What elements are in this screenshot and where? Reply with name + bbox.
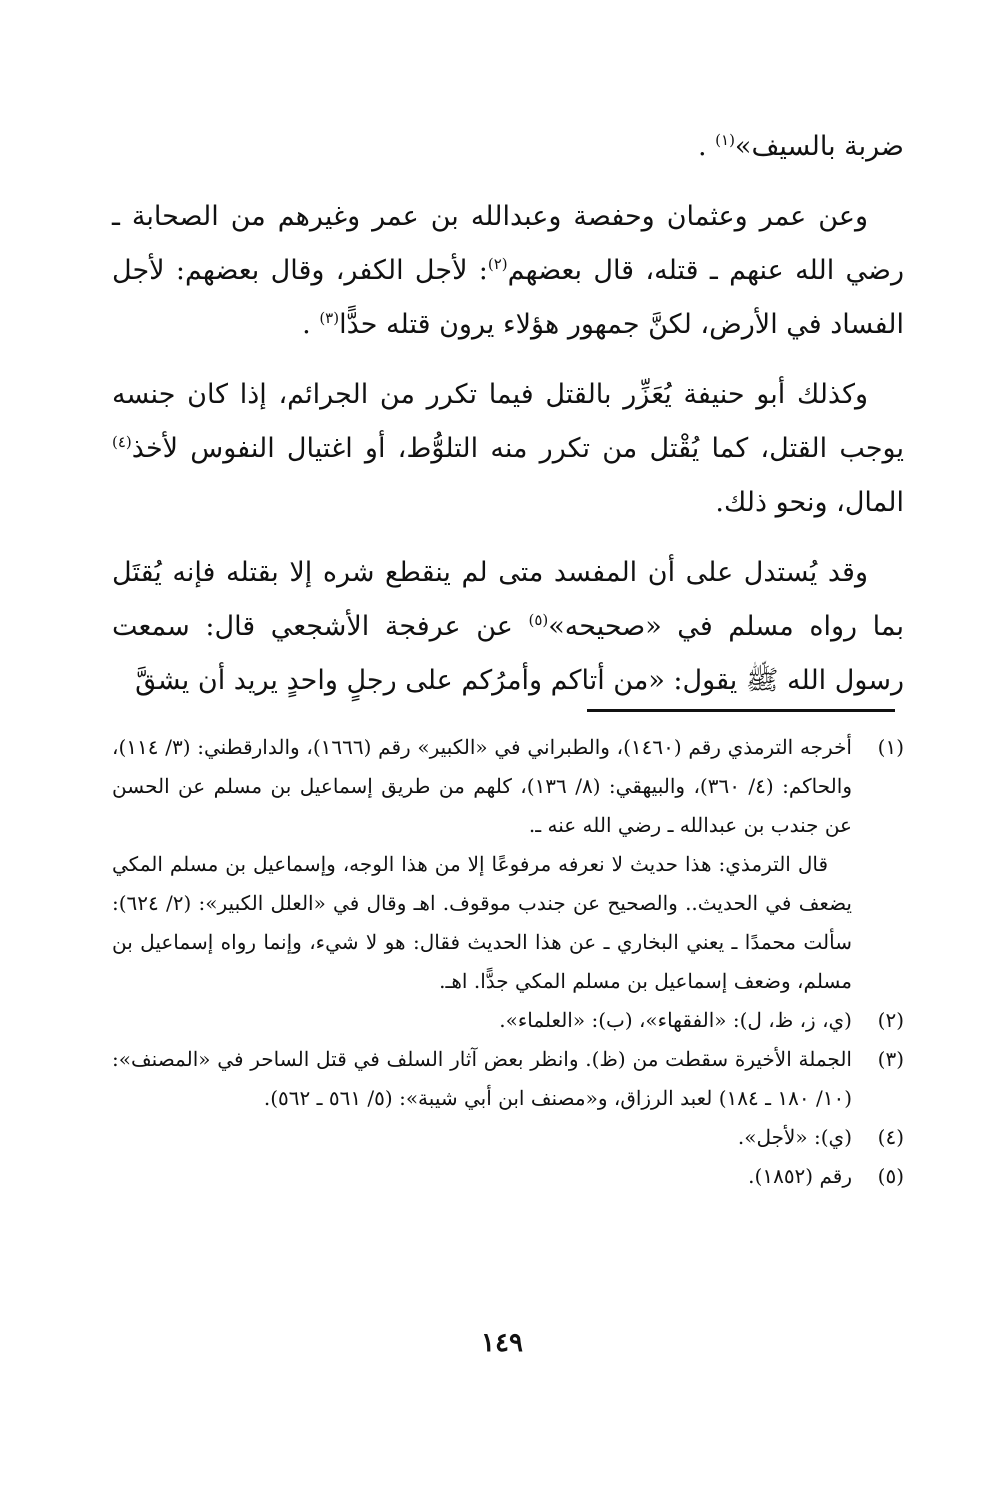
footnote-5-number: (٥) [877,1164,904,1188]
footnote-2-text: (ي، ز، ظ، ل): «الفقهاء»، (ب): «العلماء». [499,1008,852,1032]
paragraph-4-text-a: وقد يُستدل على أن المفسد متى لم ينقطع شره إلا بقتله فإنه يُقتَل بما رواه مسلم في «صحيحه» [112,557,904,642]
footnote-5 [112,1157,904,1196]
footnote-4 [112,1118,904,1157]
footnote-2 [112,1001,904,1040]
footnote-3-number: (٣) [877,1047,904,1071]
paragraph-3-text-b: المال، ونحو ذلك. [715,487,904,518]
footnote-1-text-b: قال الترمذي: هذا حديث لا نعرفه مرفوعًا إلا من هذا الوجه، وإسماعيل بن مسلم المكي يضعف في الحديث.. والصحيح عن جندب موقوف. اهـ وقال في «العلل الكبير»: (٢/ ٦٢٤): سألت محمدًا ـ يعني البخاري ـ عن هذا الحديث فقال: هو لا شيء، وإنما رواه إسماعيل بن مسلم، وضعف إسماعيل بن مسلم المكي جدًّا. اهـ. [112,852,852,993]
footnote-ref-1[interactable]: (١) [715,131,735,149]
footnote-ref-5[interactable]: (٥) [528,611,549,629]
paragraph-4-text-b: عن عرفجة الأشجعي قال: سمعت رسول الله ﷺ يقول: «من أتاكم وأمرُكم على رجلٍ واحدٍ يريد أن يشقَّ [112,611,904,696]
paragraph-2-text-b: : لأجل الكفر، وقال بعضهم: لأجل الفساد في الأرض، لكنَّ جمهور هؤلاء يرون قتله حدًّا [112,255,904,340]
footnote-ref-4[interactable]: (٤) [112,433,132,451]
paragraph-2 [112,190,904,352]
paragraph-1-text: ضربة بالسيف» [734,131,904,162]
footnote-4-number: (٤) [877,1125,904,1149]
paragraph-2-end: . [302,309,320,340]
paragraph-3 [112,368,904,530]
paragraph-3-text-a: وكذلك أبو حنيفة يُعَزِّر بالقتل فيما تكرر من الجرائم، إذا كان جنسه يوجب القتل، كما يُقْتل من تكرر منه التلوُّط، أو اغتيال النفوس لأخذ [112,379,904,464]
footnote-ref-3[interactable]: (٣) [319,309,340,327]
footnote-1-body [112,728,852,1001]
paragraph-1-end: . [697,131,716,162]
footnote-5-text: رقم (١٨٥٢). [748,1164,852,1188]
footnote-3-text: الجملة الأخيرة سقطت من (ظ). وانظر بعض آثار السلف في قتل الساحر في «المصنف»: (١٠/ ١٨٠ ـ ١٨٤) لعبد الرزاق، و«مصنف ابن أبي شيبة»: (٥/ ٥٦١ ـ ٥٦٢). [112,1047,852,1110]
paragraph-1 [112,120,904,174]
footnote-1-text-a: أخرجه الترمذي رقم (١٤٦٠)، والطبراني في «الكبير» رقم (١٦٦٦)، والدارقطني: (٣/ ١١٤)، والحاكم: (٤/ ٣٦٠)، والبيهقي: (٨/ ١٣٦)، كلهم من طريق إسماعيل بن مسلم عن الحسن عن جندب بن عبدالله ـ رضي الله عنه ـ. [112,735,852,837]
footnote-2-number: (٢) [877,1008,904,1032]
paragraph-2-text-a: وعن عمر وعثمان وحفصة وعبدالله بن عمر وغيرهم من الصحابة ـ رضي الله عنهم ـ قتله، قال بعضهم [112,201,904,286]
footnote-separator [587,709,895,712]
footnote-3 [112,1040,904,1118]
footnote-1 [112,728,904,1001]
footnote-1-number: (١) [877,735,904,759]
main-text [112,120,904,708]
page-number: ١٤٩ [481,1328,523,1358]
footnote-ref-2[interactable]: (٢) [487,255,508,273]
footnote-4-text: (ي): «لأجل». [737,1125,852,1149]
paragraph-4 [112,546,904,708]
footnotes [112,728,904,1196]
